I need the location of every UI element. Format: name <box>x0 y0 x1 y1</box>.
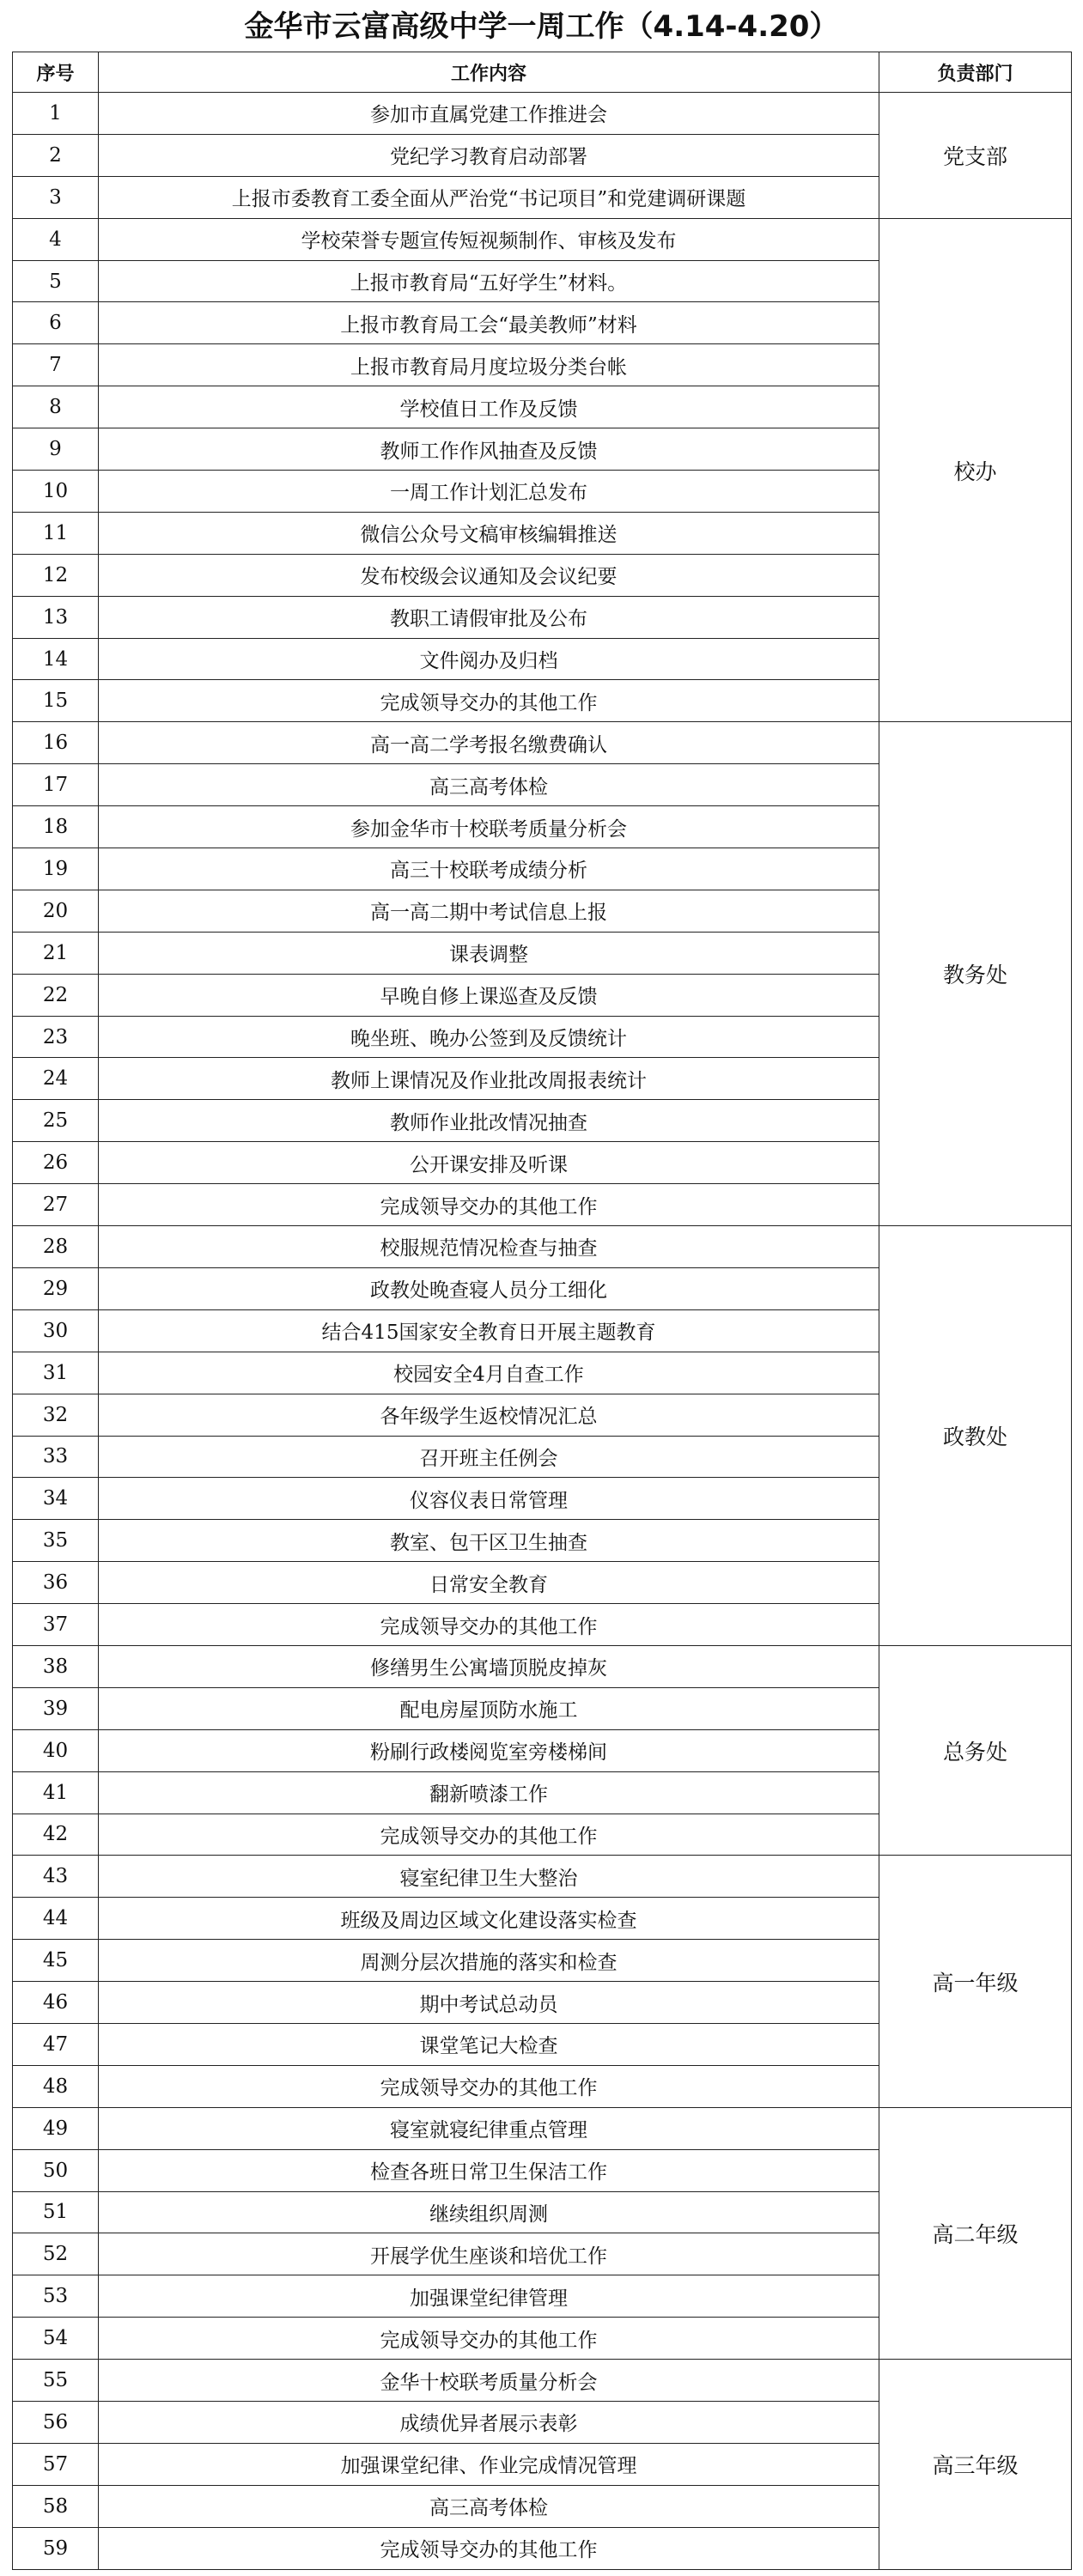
row-number: 9 <box>13 428 99 471</box>
row-number: 29 <box>13 1267 99 1309</box>
task-content: 上报市教育局月度垃圾分类台帐 <box>99 344 879 386</box>
department-cell: 教务处 <box>879 722 1072 1226</box>
row-number: 51 <box>13 2191 99 2233</box>
task-content: 高一高二期中考试信息上报 <box>99 890 879 932</box>
task-content: 检查各班日常卫生保洁工作 <box>99 2149 879 2191</box>
task-content: 学校值日工作及反馈 <box>99 386 879 428</box>
department-cell: 高三年级 <box>879 2360 1072 2569</box>
task-content: 校园安全4月自查工作 <box>99 1352 879 1394</box>
row-number: 54 <box>13 2318 99 2360</box>
task-content: 高三高考体检 <box>99 764 879 806</box>
row-number: 8 <box>13 386 99 428</box>
row-number: 44 <box>13 1898 99 1940</box>
task-content: 班级及周边区域文化建设落实检查 <box>99 1898 879 1940</box>
row-number: 5 <box>13 260 99 302</box>
weekly-work-table <box>12 52 1072 2570</box>
task-content: 课表调整 <box>99 932 879 974</box>
table-row <box>13 2107 1072 2149</box>
task-content: 高三十校联考成绩分析 <box>99 848 879 890</box>
row-number: 46 <box>13 1982 99 2024</box>
row-number: 39 <box>13 1687 99 1729</box>
task-content: 课堂笔记大检查 <box>99 2023 879 2065</box>
task-content: 政教处晚查寝人员分工细化 <box>99 1267 879 1309</box>
task-content: 配电房屋顶防水施工 <box>99 1687 879 1729</box>
row-number: 34 <box>13 1478 99 1520</box>
task-content: 翻新喷漆工作 <box>99 1771 879 1814</box>
row-number: 19 <box>13 848 99 890</box>
row-number: 28 <box>13 1226 99 1268</box>
task-content: 校服规范情况检查与抽查 <box>99 1226 879 1268</box>
row-number: 53 <box>13 2275 99 2318</box>
task-content: 教室、包干区卫生抽查 <box>99 1520 879 1562</box>
task-content: 教师上课情况及作业批改周报表统计 <box>99 1058 879 1100</box>
task-content: 教师工作作风抽查及反馈 <box>99 428 879 471</box>
task-content: 金华十校联考质量分析会 <box>99 2360 879 2402</box>
row-number: 42 <box>13 1814 99 1856</box>
row-number: 52 <box>13 2233 99 2275</box>
task-content: 早晚自修上课巡查及反馈 <box>99 974 879 1016</box>
table-row <box>13 218 1072 260</box>
row-number: 2 <box>13 134 99 176</box>
row-number: 35 <box>13 1520 99 1562</box>
task-content: 完成领导交办的其他工作 <box>99 1184 879 1226</box>
row-number: 33 <box>13 1436 99 1478</box>
task-content: 周测分层次措施的落实和检查 <box>99 1940 879 1982</box>
row-number: 4 <box>13 218 99 260</box>
task-content: 完成领导交办的其他工作 <box>99 2527 879 2569</box>
row-number: 50 <box>13 2149 99 2191</box>
row-number: 7 <box>13 344 99 386</box>
task-content: 修缮男生公寓墙顶脱皮掉灰 <box>99 1645 879 1687</box>
row-number: 17 <box>13 764 99 806</box>
task-content: 学校荣誉专题宣传短视频制作、审核及发布 <box>99 218 879 260</box>
task-content: 完成领导交办的其他工作 <box>99 2318 879 2360</box>
row-number: 16 <box>13 722 99 764</box>
row-number: 21 <box>13 932 99 974</box>
row-number: 11 <box>13 512 99 554</box>
department-cell: 校办 <box>879 218 1072 722</box>
row-number: 23 <box>13 1016 99 1058</box>
row-number: 49 <box>13 2107 99 2149</box>
task-content: 日常安全教育 <box>99 1562 879 1604</box>
header-row <box>13 52 1072 93</box>
table-row <box>13 1645 1072 1687</box>
task-content: 教师作业批改情况抽查 <box>99 1100 879 1142</box>
row-number: 20 <box>13 890 99 932</box>
page-title: 金华市云富高级中学一周工作（4.14-4.20） <box>244 9 839 44</box>
task-content: 参加市直属党建工作推进会 <box>99 93 879 135</box>
table-row <box>13 93 1072 135</box>
task-content: 寝室纪律卫生大整治 <box>99 1856 879 1898</box>
task-content: 完成领导交办的其他工作 <box>99 2065 879 2107</box>
task-content: 文件阅办及归档 <box>99 638 879 680</box>
task-content: 各年级学生返校情况汇总 <box>99 1394 879 1436</box>
task-content: 发布校级会议通知及会议纪要 <box>99 554 879 596</box>
department-cell: 高二年级 <box>879 2107 1072 2359</box>
task-content: 高一高二学考报名缴费确认 <box>99 722 879 764</box>
task-content: 党纪学习教育启动部署 <box>99 134 879 176</box>
table-row <box>13 1226 1072 1268</box>
task-content: 教职工请假审批及公布 <box>99 596 879 638</box>
task-content: 参加金华市十校联考质量分析会 <box>99 806 879 848</box>
header-content: 工作内容 <box>99 52 879 93</box>
department-cell: 政教处 <box>879 1226 1072 1646</box>
task-content: 一周工作计划汇总发布 <box>99 471 879 513</box>
task-content: 完成领导交办的其他工作 <box>99 1604 879 1646</box>
row-number: 58 <box>13 2485 99 2527</box>
row-number: 48 <box>13 2065 99 2107</box>
row-number: 31 <box>13 1352 99 1394</box>
row-number: 22 <box>13 974 99 1016</box>
row-number: 3 <box>13 176 99 218</box>
task-content: 期中考试总动员 <box>99 1982 879 2024</box>
task-content: 寝室就寝纪律重点管理 <box>99 2107 879 2149</box>
row-number: 37 <box>13 1604 99 1646</box>
row-number: 24 <box>13 1058 99 1100</box>
row-number: 15 <box>13 680 99 722</box>
task-content: 开展学优生座谈和培优工作 <box>99 2233 879 2275</box>
row-number: 14 <box>13 638 99 680</box>
task-content: 成绩优异者展示表彰 <box>99 2401 879 2443</box>
task-content: 完成领导交办的其他工作 <box>99 1814 879 1856</box>
task-content: 上报市委教育工委全面从严治党“书记项目”和党建调研课题 <box>99 176 879 218</box>
row-number: 36 <box>13 1562 99 1604</box>
task-content: 完成领导交办的其他工作 <box>99 680 879 722</box>
row-number: 56 <box>13 2401 99 2443</box>
row-number: 1 <box>13 93 99 135</box>
row-number: 32 <box>13 1394 99 1436</box>
row-number: 57 <box>13 2443 99 2485</box>
table-row <box>13 722 1072 764</box>
row-number: 40 <box>13 1729 99 1771</box>
task-content: 微信公众号文稿审核编辑推送 <box>99 512 879 554</box>
row-number: 26 <box>13 1142 99 1184</box>
table-row <box>13 2360 1072 2402</box>
row-number: 41 <box>13 1771 99 1814</box>
row-number: 55 <box>13 2360 99 2402</box>
row-number: 18 <box>13 806 99 848</box>
task-content: 公开课安排及听课 <box>99 1142 879 1184</box>
row-number: 27 <box>13 1184 99 1226</box>
task-content: 继续组织周测 <box>99 2191 879 2233</box>
department-cell: 总务处 <box>879 1645 1072 1855</box>
task-content: 粉刷行政楼阅览室旁楼梯间 <box>99 1729 879 1771</box>
task-content: 高三高考体检 <box>99 2485 879 2527</box>
row-number: 30 <box>13 1309 99 1352</box>
row-number: 6 <box>13 302 99 344</box>
row-number: 38 <box>13 1645 99 1687</box>
task-content: 结合415国家安全教育日开展主题教育 <box>99 1309 879 1352</box>
task-content: 上报市教育局“五好学生”材料。 <box>99 260 879 302</box>
department-cell: 党支部 <box>879 93 1072 219</box>
task-content: 上报市教育局工会“最美教师”材料 <box>99 302 879 344</box>
row-number: 10 <box>13 471 99 513</box>
header-dept: 负责部门 <box>879 52 1072 93</box>
task-content: 召开班主任例会 <box>99 1436 879 1478</box>
task-content: 加强课堂纪律、作业完成情况管理 <box>99 2443 879 2485</box>
row-number: 43 <box>13 1856 99 1898</box>
row-number: 25 <box>13 1100 99 1142</box>
row-number: 47 <box>13 2023 99 2065</box>
row-number: 12 <box>13 554 99 596</box>
header-no: 序号 <box>13 52 99 93</box>
task-content: 仪容仪表日常管理 <box>99 1478 879 1520</box>
row-number: 13 <box>13 596 99 638</box>
task-content: 晚坐班、晚办公签到及反馈统计 <box>99 1016 879 1058</box>
row-number: 45 <box>13 1940 99 1982</box>
task-content: 加强课堂纪律管理 <box>99 2275 879 2318</box>
department-cell: 高一年级 <box>879 1856 1072 2107</box>
table-row <box>13 1856 1072 1898</box>
row-number: 59 <box>13 2527 99 2569</box>
